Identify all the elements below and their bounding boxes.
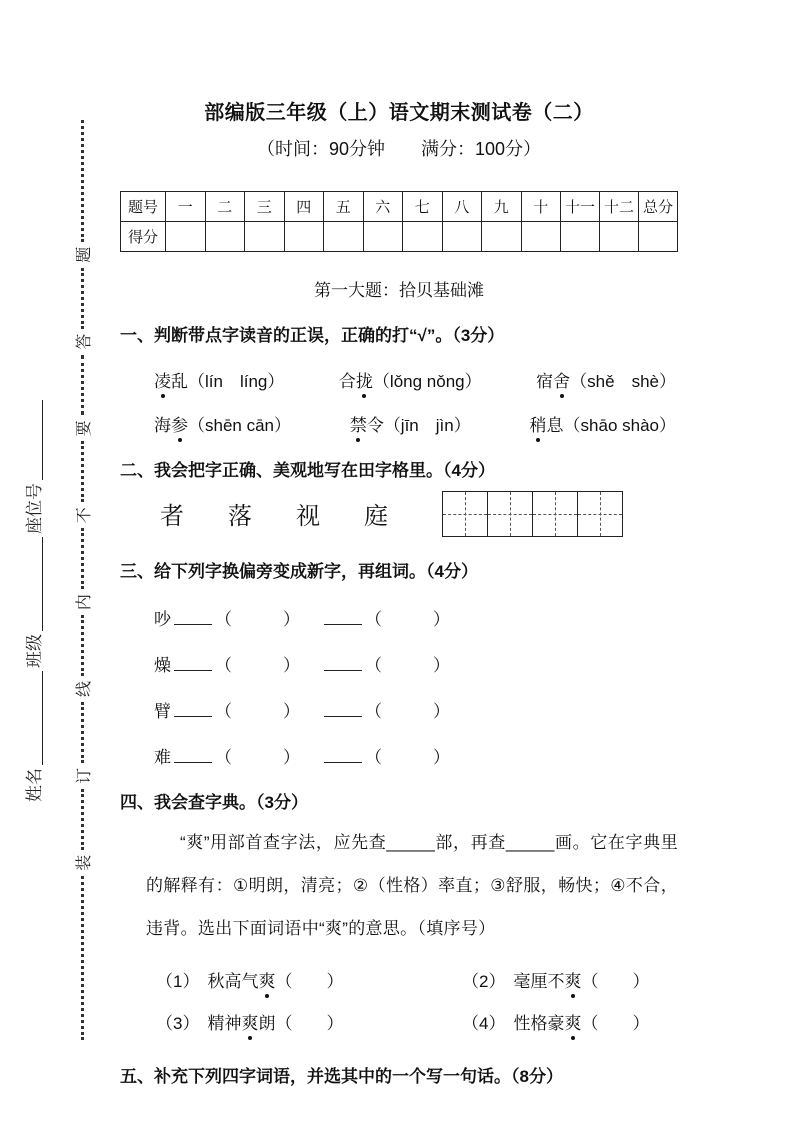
word-paren[interactable]: （ ） bbox=[365, 609, 450, 629]
score-cell[interactable] bbox=[521, 222, 561, 252]
q4-option-1: （1） 秋高气爽（ ） bbox=[156, 967, 430, 992]
word-paren[interactable]: （ ） bbox=[215, 655, 300, 675]
score-cell[interactable] bbox=[245, 222, 285, 252]
answer-paren[interactable]: （ ） bbox=[581, 971, 650, 991]
header-cell: 五 bbox=[324, 192, 364, 222]
tianzige-grid bbox=[442, 491, 623, 537]
q1-item-4: 海参（shēn cān） bbox=[154, 411, 291, 436]
option-number: （3） bbox=[156, 1013, 200, 1033]
binding-char: 不 bbox=[75, 507, 93, 524]
header-cell: 三 bbox=[245, 192, 285, 222]
score-cell[interactable] bbox=[284, 222, 324, 252]
q1-heading: 一、判断带点字读音的正误，正确的打“√”。（3分） bbox=[120, 326, 505, 345]
base-char: 吵 bbox=[154, 609, 171, 629]
tianzige-cell[interactable] bbox=[443, 492, 488, 536]
dotted-line bbox=[81, 120, 84, 242]
word-paren[interactable]: （ ） bbox=[215, 747, 300, 767]
class-blank[interactable] bbox=[42, 537, 43, 631]
score-label-cell: 得分 bbox=[121, 222, 166, 252]
student-info-fields bbox=[20, 320, 46, 802]
binding-char: 答 bbox=[75, 333, 93, 350]
dotted-char: 拢 bbox=[356, 367, 373, 392]
tianzige-cell[interactable] bbox=[533, 492, 578, 536]
score-table-score-row bbox=[121, 222, 678, 252]
dotted-line bbox=[81, 528, 84, 589]
answer-blank[interactable] bbox=[324, 716, 362, 717]
model-char: 视 bbox=[296, 504, 320, 531]
word-paren[interactable]: （ ） bbox=[365, 747, 450, 767]
score-cell[interactable] bbox=[363, 222, 403, 252]
dotted-char: 稍 bbox=[530, 411, 547, 436]
answer-paren[interactable]: （ ） bbox=[581, 1013, 650, 1033]
q2-row bbox=[120, 491, 678, 537]
base-char: 燥 bbox=[154, 655, 171, 675]
class-label: 班级 bbox=[25, 634, 44, 668]
binding-char: 线 bbox=[75, 680, 93, 697]
q1-item-2: 合拢（lǒng nǒng） bbox=[339, 367, 482, 392]
binding-line bbox=[71, 118, 93, 1042]
pinyin-choices: （shě shè） bbox=[570, 371, 676, 391]
header-cell: 总分 bbox=[639, 192, 678, 222]
q3-row-4 bbox=[120, 743, 678, 768]
dotted-char: 爽 bbox=[564, 967, 581, 992]
answer-paren[interactable]: （ ） bbox=[275, 1013, 344, 1033]
q1-row-2 bbox=[120, 411, 678, 436]
answer-blank[interactable] bbox=[324, 624, 362, 625]
header-cell: 八 bbox=[442, 192, 482, 222]
answer-paren[interactable]: （ ） bbox=[275, 971, 344, 991]
q4-options-row-1 bbox=[120, 967, 678, 992]
score-cell[interactable] bbox=[166, 222, 206, 252]
dotted-char: 凌 bbox=[154, 367, 171, 392]
q1-item-1: 凌乱（lín líng） bbox=[154, 367, 284, 392]
q5-heading: 五、补充下列四字词语，并选其中的一个写一句话。（8分） bbox=[120, 1066, 563, 1086]
q3-row-2 bbox=[120, 651, 678, 676]
header-cell: 二 bbox=[205, 192, 245, 222]
answer-blank[interactable] bbox=[174, 670, 212, 671]
pinyin-choices: （lǒng nǒng） bbox=[372, 371, 482, 391]
score-cell[interactable] bbox=[600, 222, 639, 252]
dotted-line bbox=[81, 789, 84, 850]
header-cell: 题号 bbox=[121, 192, 166, 222]
dotted-line bbox=[81, 876, 84, 1040]
answer-blank[interactable] bbox=[174, 762, 212, 763]
header-cell: 九 bbox=[482, 192, 522, 222]
dotted-char: 爽 bbox=[258, 967, 275, 992]
model-char: 者 bbox=[160, 504, 184, 531]
q1-item-5: 禁令（jīn jìn） bbox=[350, 411, 471, 436]
seat-number-label: 座位号 bbox=[25, 483, 44, 534]
score-table-header-row bbox=[121, 192, 678, 222]
q4-option-2: （2） 毫厘不爽（ ） bbox=[462, 967, 649, 992]
score-cell[interactable] bbox=[561, 222, 600, 252]
option-number: （1） bbox=[156, 971, 200, 991]
base-char: 难 bbox=[154, 747, 171, 767]
seat-number-blank[interactable] bbox=[42, 400, 43, 480]
name-label: 姓名 bbox=[25, 768, 44, 802]
pinyin-choices: （lín líng） bbox=[188, 371, 285, 391]
score-cell[interactable] bbox=[639, 222, 678, 252]
answer-blank[interactable] bbox=[324, 762, 362, 763]
page-subtitle: （时间：90分钟 满分：100分） bbox=[256, 139, 542, 159]
q3-row-3 bbox=[120, 697, 678, 722]
tianzige-cell[interactable] bbox=[578, 492, 622, 536]
header-cell: 六 bbox=[363, 192, 403, 222]
q4-option-3: （3） 精神爽朗（ ） bbox=[156, 1009, 430, 1034]
score-cell[interactable] bbox=[324, 222, 364, 252]
header-cell: 七 bbox=[403, 192, 443, 222]
pinyin-choices: （shāo shào） bbox=[563, 415, 676, 435]
word-paren[interactable]: （ ） bbox=[215, 701, 300, 721]
option-number: （4） bbox=[462, 1013, 506, 1033]
q3-row-1 bbox=[120, 605, 678, 630]
q1-item-3: 宿舍（shě shè） bbox=[536, 367, 676, 392]
dotted-char: 参 bbox=[171, 411, 188, 436]
q3-heading: 三、给下列字换偏旁变成新字，再组词。（4分） bbox=[120, 561, 478, 581]
dotted-line bbox=[81, 268, 84, 329]
header-cell: 十 bbox=[521, 192, 561, 222]
score-cell[interactable] bbox=[403, 222, 443, 252]
q4-paragraph: “爽”用部首查字法，应先查_____部，再查_____画。它在字典里的解释有：①明朗，清亮；②（性格）率直；③舒服，畅快；④不合，违背。选出下面词语中“爽”的意思。（填序号） bbox=[146, 832, 678, 938]
word-paren[interactable]: （ ） bbox=[365, 655, 450, 675]
q4-option-4: （4） 性格豪爽（ ） bbox=[462, 1009, 649, 1034]
base-char: 臂 bbox=[154, 701, 171, 721]
q4-heading: 四、我会查字典。（3分） bbox=[120, 792, 308, 812]
dotted-line bbox=[81, 355, 84, 416]
answer-blank[interactable] bbox=[174, 716, 212, 717]
score-cell[interactable] bbox=[442, 222, 482, 252]
model-char: 庭 bbox=[364, 504, 388, 531]
q2-heading: 二、我会把字正确、美观地写在田字格里。（4分） bbox=[120, 460, 495, 480]
score-cell[interactable] bbox=[482, 222, 522, 252]
binding-char: 题 bbox=[75, 246, 93, 263]
exam-content bbox=[120, 96, 678, 1089]
pinyin-choices: （jīn jìn） bbox=[383, 415, 471, 435]
header-cell: 四 bbox=[284, 192, 324, 222]
binding-char: 要 bbox=[75, 420, 93, 437]
word-paren[interactable]: （ ） bbox=[215, 609, 300, 629]
option-number: （2） bbox=[462, 971, 506, 991]
score-table bbox=[120, 191, 678, 252]
tianzige-cell[interactable] bbox=[488, 492, 533, 536]
page-title: 部编版三年级（上）语文期末测试卷（二） bbox=[204, 102, 594, 124]
word-paren[interactable]: （ ） bbox=[365, 701, 450, 721]
section1-title: 第一大题：拾贝基础滩 bbox=[314, 281, 484, 300]
q4-options-row-2 bbox=[120, 1009, 678, 1034]
binding-char: 内 bbox=[75, 594, 93, 611]
score-cell[interactable] bbox=[205, 222, 245, 252]
answer-blank[interactable] bbox=[324, 670, 362, 671]
name-blank[interactable] bbox=[42, 671, 43, 765]
dotted-line bbox=[81, 615, 84, 676]
dotted-char: 舍 bbox=[553, 367, 570, 392]
dotted-char: 禁 bbox=[350, 411, 367, 436]
binding-char: 订 bbox=[75, 767, 93, 784]
header-cell: 十二 bbox=[600, 192, 639, 222]
q1-item-6: 稍息（shāo shào） bbox=[530, 411, 676, 436]
dotted-char: 爽 bbox=[241, 1009, 258, 1034]
pinyin-choices: （shēn cān） bbox=[188, 415, 291, 435]
answer-blank[interactable] bbox=[174, 624, 212, 625]
q1-row-1 bbox=[120, 367, 678, 392]
dotted-char: 爽 bbox=[564, 1009, 581, 1034]
dotted-line bbox=[81, 702, 84, 763]
model-char: 落 bbox=[228, 504, 252, 531]
binding-char: 装 bbox=[75, 854, 93, 871]
header-cell: 十一 bbox=[561, 192, 600, 222]
dotted-line bbox=[81, 441, 84, 502]
header-cell: 一 bbox=[166, 192, 206, 222]
